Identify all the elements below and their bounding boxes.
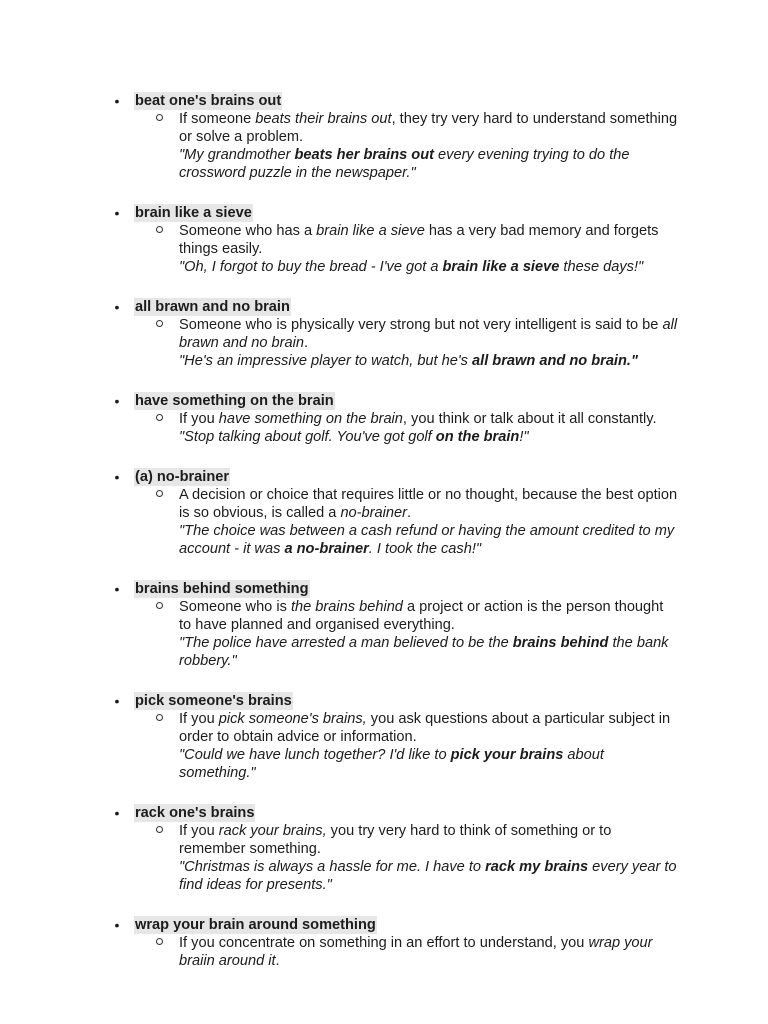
idiom-highlight: the brains behind [290, 599, 403, 615]
definition-text: . [303, 335, 309, 351]
idiom-entry [0, 692, 768, 782]
idiom-entry [0, 468, 768, 558]
idiom-details [134, 410, 679, 446]
example-highlight: brain like a sieve [442, 259, 560, 275]
idiom-term: wrap your brain around something [135, 917, 376, 933]
example-text: the bank robbery." [179, 635, 669, 669]
definition-text: Someone who is [179, 599, 291, 615]
bullet-icon: • [114, 205, 120, 221]
idiom-definition [179, 222, 679, 258]
example-text: !" [519, 429, 529, 445]
idiom-term: pick someone's brains [135, 693, 292, 709]
idiom-term: beat one's brains out [135, 93, 282, 109]
idiom-term: (a) no-brainer [135, 469, 230, 485]
idiom-definition [179, 486, 679, 522]
idiom-definition [179, 110, 679, 146]
example-highlight: a no-brainer [284, 541, 369, 557]
idiom-example [179, 746, 679, 782]
example-text: "Oh, I forgot to buy the bread - I've got a [179, 259, 443, 275]
idiom-entry [0, 204, 768, 276]
idiom-term: all brawn and no brain [135, 299, 290, 315]
idiom-details [134, 710, 679, 782]
example-text: "Christmas is always a hassle for me. I have to [179, 859, 486, 875]
circle-bullet-icon [156, 938, 163, 945]
definition-text: , they try very hard to understand something or solve a problem. [179, 111, 678, 145]
idiom-highlight: beats their brains out [255, 111, 392, 127]
idiom-entry [0, 916, 768, 970]
definition-text: If you [179, 711, 219, 727]
example-text: . I took the cash!" [368, 541, 482, 557]
idiom-example [179, 522, 679, 558]
definition-text: If you [179, 411, 219, 427]
definition-text: a project or action is the person thought to have planned and organised everything. [179, 599, 664, 633]
idiom-example [179, 634, 679, 670]
example-text: "The police have arrested a man believed to be the [179, 635, 513, 651]
idiom-definition [179, 410, 679, 428]
idiom-term: brain like a sieve [135, 205, 252, 221]
bullet-icon: • [114, 299, 120, 315]
idiom-details [134, 822, 679, 894]
idiom-entry [0, 92, 768, 182]
idiom-details [134, 110, 679, 182]
example-text: "Could we have lunch together? I'd like to [179, 747, 451, 763]
idiom-term: rack one's brains [135, 805, 255, 821]
circle-bullet-icon [156, 320, 163, 327]
example-text: "My grandmother [179, 147, 295, 163]
idiom-details [134, 486, 679, 558]
idiom-entry [0, 298, 768, 370]
example-highlight: pick your brains [450, 747, 564, 763]
idiom-highlight: all brawn and no brain [179, 317, 678, 351]
idiom-definition [179, 822, 679, 858]
example-text: about something." [179, 747, 604, 781]
bullet-icon: • [114, 805, 120, 821]
definition-text: Someone who is physically very strong but not very intelligent is said to be [179, 317, 663, 333]
example-highlight: on the brain [435, 429, 520, 445]
idiom-highlight: have something on the brain [218, 411, 403, 427]
idiom-details [134, 598, 679, 670]
idiom-entry [0, 804, 768, 894]
definition-text: If someone [179, 111, 256, 127]
bullet-icon: • [114, 917, 120, 933]
bullet-icon: • [114, 393, 120, 409]
definition-text: Someone who has a [179, 223, 317, 239]
example-text: "He's an impressive player to watch, but he's [179, 353, 473, 369]
definition-text: A decision or choice that requires little or no thought, because the best option is so obvious, is called a [179, 487, 678, 521]
idiom-highlight: rack your brains, [218, 823, 327, 839]
example-text: every year to find ideas for presents." [179, 859, 677, 893]
idiom-definition [179, 598, 679, 634]
idiom-highlight: pick someone's brains, [218, 711, 367, 727]
circle-bullet-icon [156, 414, 163, 421]
example-highlight: rack my brains [485, 859, 589, 875]
definition-text: you try very hard to think of something or to remember something. [179, 823, 612, 857]
circle-bullet-icon [156, 226, 163, 233]
circle-bullet-icon [156, 114, 163, 121]
definition-text: . [275, 953, 280, 969]
example-highlight: all brawn and no brain." [472, 353, 638, 369]
idiom-definition [179, 316, 679, 352]
example-text: "The choice was between a cash refund or having the amount credited to my account - it was [179, 523, 675, 557]
idiom-highlight: brain like a sieve [316, 223, 425, 239]
idiom-example [179, 858, 679, 894]
idiom-example [179, 258, 679, 276]
circle-bullet-icon [156, 602, 163, 609]
idiom-definition [179, 710, 679, 746]
idiom-highlight: wrap your braiin around it [179, 935, 653, 969]
idiom-highlight: no-brainer [340, 505, 407, 521]
bullet-icon: • [114, 581, 120, 597]
example-highlight: brains behind [512, 635, 609, 651]
idiom-term: have something on the brain [135, 393, 334, 409]
bullet-icon: • [114, 693, 120, 709]
example-highlight: beats her brains out [294, 147, 434, 163]
idiom-term: brains behind something [135, 581, 309, 597]
idiom-entry [0, 392, 768, 446]
definition-text: has a very bad memory and forgets things easily. [179, 223, 659, 257]
bullet-icon: • [114, 93, 120, 109]
example-text: "Stop talking about golf. You've got golf [179, 429, 436, 445]
circle-bullet-icon [156, 826, 163, 833]
circle-bullet-icon [156, 490, 163, 497]
idiom-details [134, 316, 679, 370]
idiom-details [134, 934, 679, 970]
idiom-entry [0, 580, 768, 670]
bullet-icon: • [114, 469, 120, 485]
example-text: every evening trying to do the crossword puzzle in the newspaper." [179, 147, 630, 181]
idiom-definition [179, 934, 679, 970]
idiom-example [179, 352, 679, 370]
definition-text: If you concentrate on something in an effort to understand, you [179, 935, 589, 951]
example-text: these days!" [559, 259, 644, 275]
definition-text: , you think or talk about it all constantly. [402, 411, 657, 427]
definition-text: . [406, 505, 412, 521]
definition-text: If you [179, 823, 219, 839]
circle-bullet-icon [156, 714, 163, 721]
idiom-example [179, 146, 679, 182]
idiom-details [134, 222, 679, 276]
idiom-example [179, 428, 679, 446]
definition-text: you ask questions about a particular subject in order to obtain advice or information. [179, 711, 671, 745]
